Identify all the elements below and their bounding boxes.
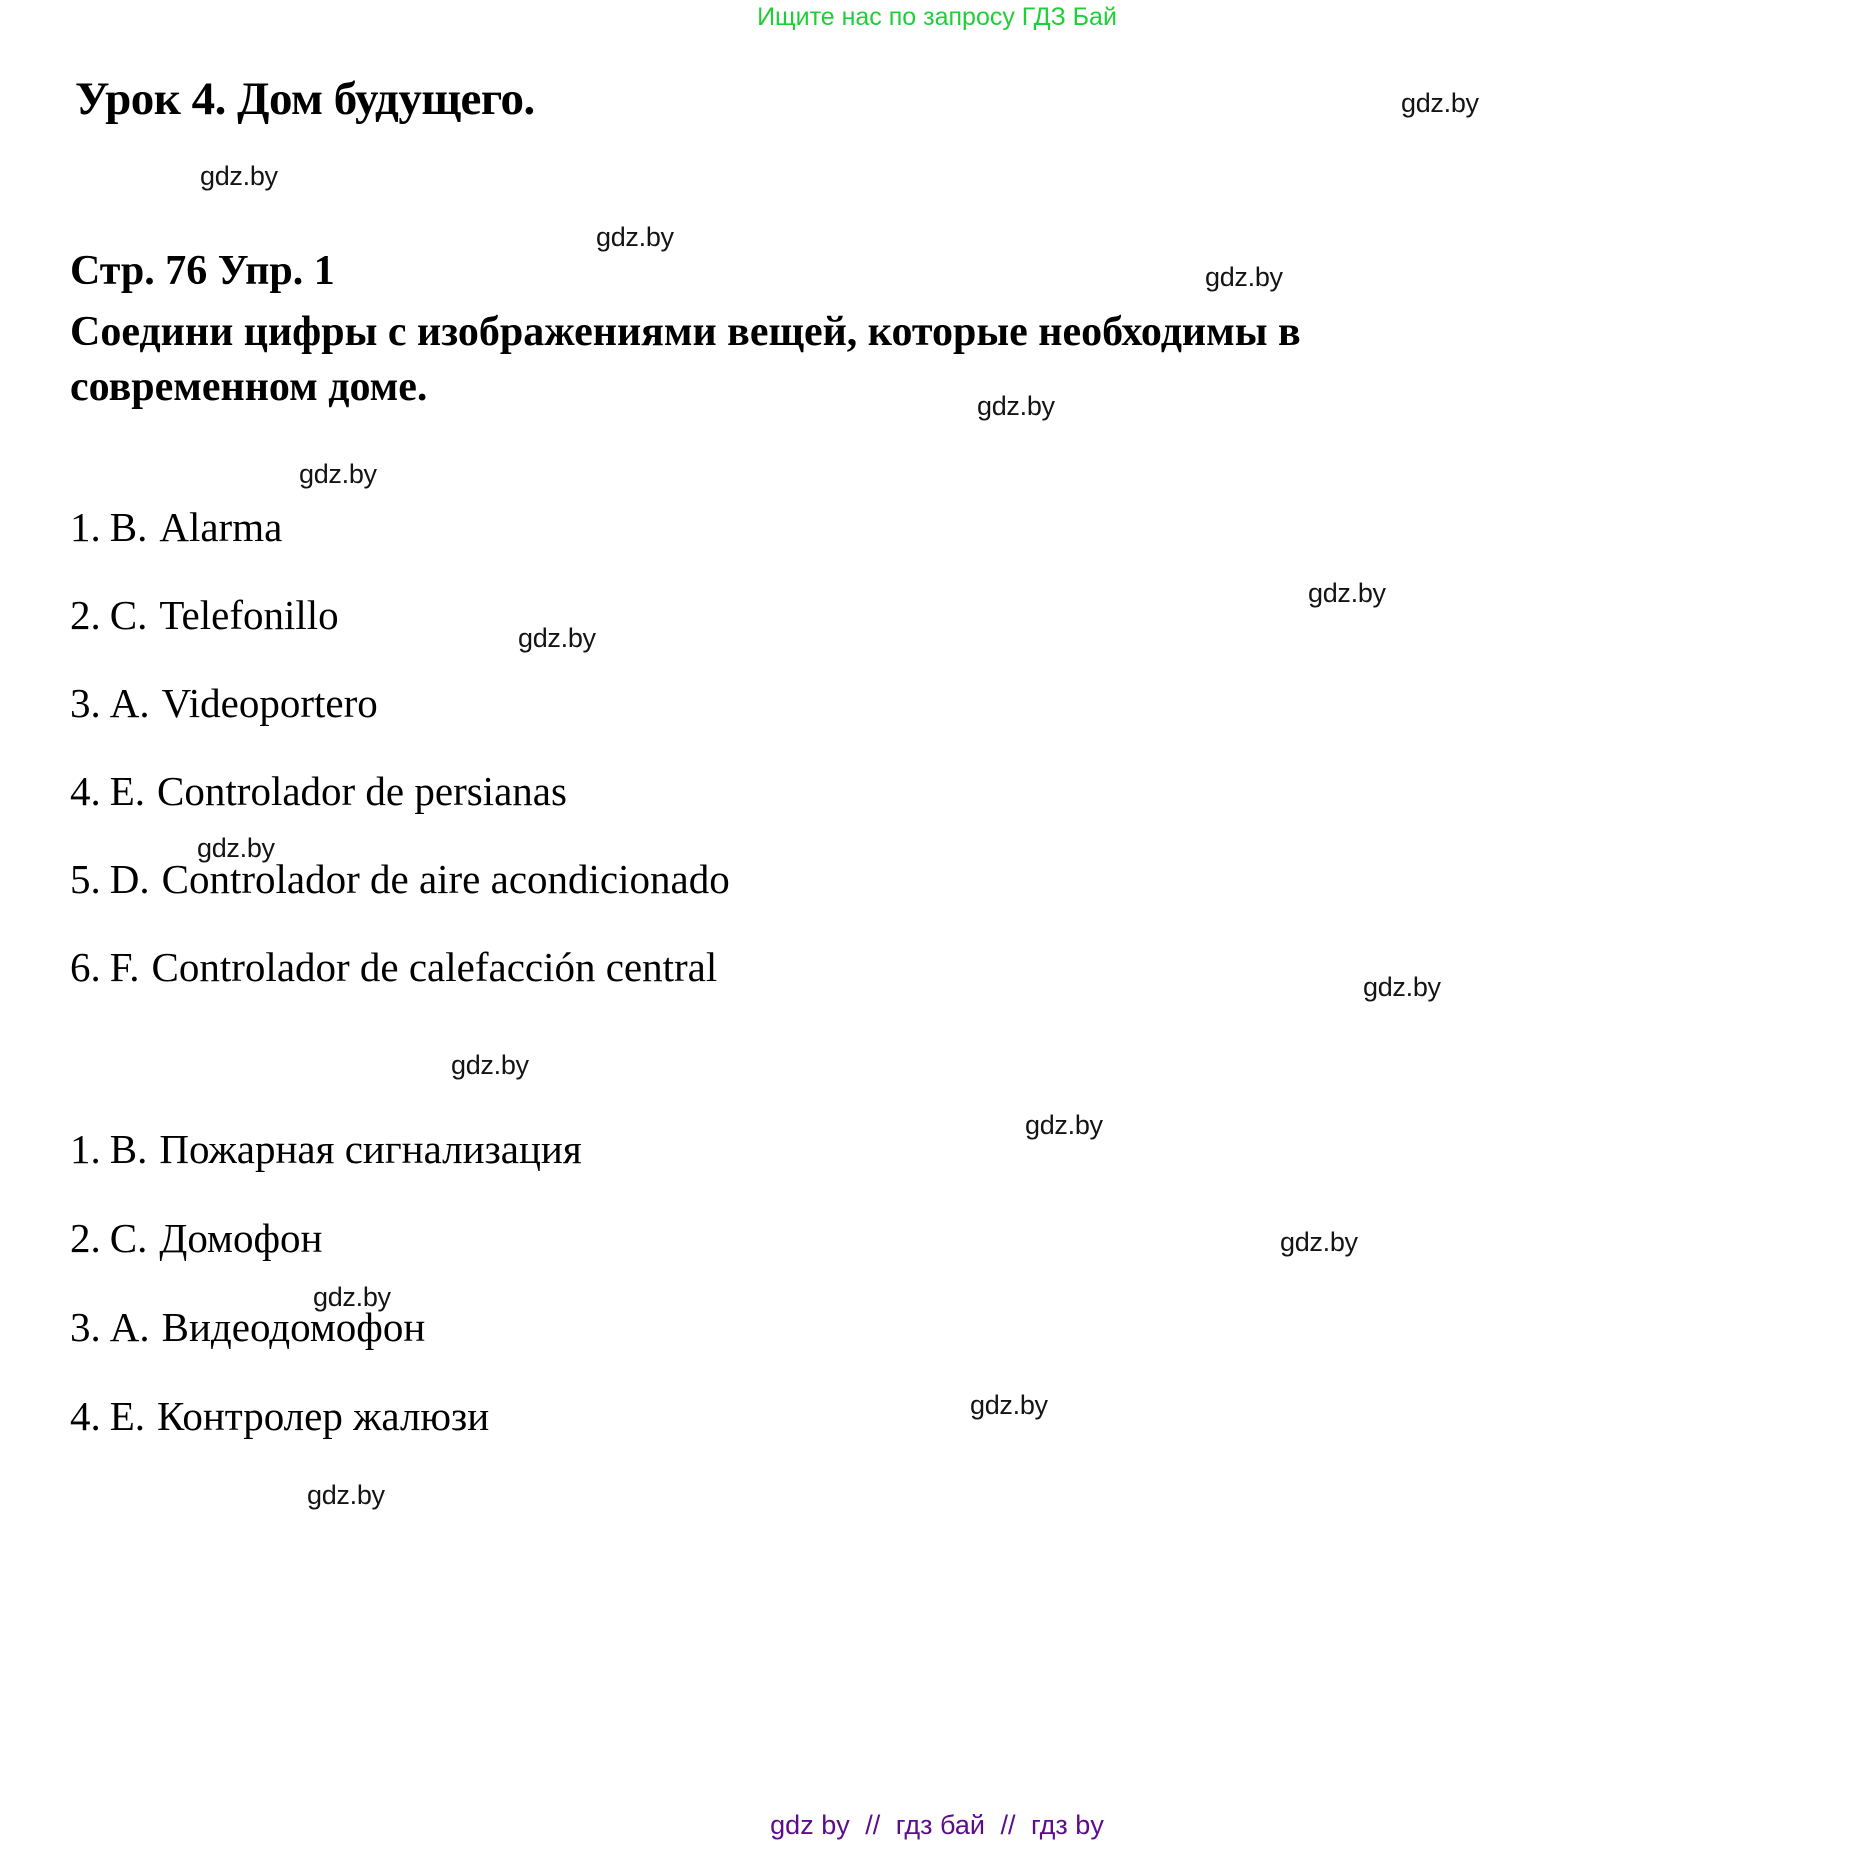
answer-letter: B.: [109, 504, 148, 550]
answer-list-russian: [70, 1126, 1470, 1485]
answer-term: Telefonillo: [159, 592, 339, 638]
footer-right: гдз by: [1031, 1810, 1104, 1840]
watermark: gdz.by: [596, 222, 674, 252]
watermark: gdz.by: [299, 459, 377, 489]
answer-term: Controlador de calefacción central: [151, 944, 718, 990]
answer-letter: B.: [109, 1126, 148, 1172]
watermark: gdz.by: [1363, 972, 1441, 1002]
answer-number: 2.: [70, 592, 101, 638]
answer-term: Alarma: [159, 504, 283, 550]
promo-banner: Ищите нас по запросу ГДЗ Бай: [757, 3, 1117, 31]
watermark: gdz.by: [197, 833, 275, 863]
watermark: gdz.by: [307, 1480, 385, 1510]
answer-row: [70, 1215, 1470, 1307]
answer-row: [70, 1393, 1470, 1485]
answer-term: Controlador de aire acondicionado: [161, 856, 730, 902]
answer-letter: F.: [109, 944, 140, 990]
task-instruction: Соедини цифры с изображениями вещей, которые необходимы в современном доме.: [70, 309, 1301, 411]
answer-list-spanish: [70, 504, 1470, 1035]
answer-number: 4.: [70, 768, 101, 814]
answer-row: [70, 1304, 1470, 1396]
answer-number: 4.: [70, 1393, 101, 1439]
watermark: gdz.by: [1401, 88, 1479, 118]
answer-term: Контролер жалюзи: [157, 1393, 490, 1439]
answer-letter: E.: [109, 768, 146, 814]
answer-term: Videoportero: [161, 680, 378, 726]
footer-middle: гдз бай: [895, 1810, 985, 1840]
watermark: gdz.by: [1025, 1110, 1103, 1140]
answer-number: 3.: [70, 1304, 101, 1350]
answer-number: 1.: [70, 1126, 101, 1172]
answer-term: Домофон: [159, 1215, 323, 1261]
answer-letter: C.: [109, 1215, 148, 1261]
answer-number: 3.: [70, 680, 101, 726]
answer-term: Controlador de persianas: [157, 768, 567, 814]
watermark: gdz.by: [977, 391, 1055, 421]
answer-row: [70, 504, 1470, 595]
watermark: gdz.by: [970, 1390, 1048, 1420]
answer-row: [70, 944, 1470, 1035]
watermark: gdz.by: [200, 161, 278, 191]
answer-row: [70, 768, 1470, 859]
footer-separator-1: //: [865, 1810, 881, 1840]
watermark: gdz.by: [1280, 1227, 1358, 1257]
answer-number: 2.: [70, 1215, 101, 1261]
answer-term: Пожарная сигнализация: [159, 1126, 582, 1172]
lesson-title: Урок 4. Дом будущего.: [75, 73, 535, 125]
answer-number: 6.: [70, 944, 101, 990]
watermark: gdz.by: [451, 1050, 529, 1080]
watermark: gdz.by: [518, 623, 596, 653]
answer-letter: A.: [109, 680, 150, 726]
answer-row: [70, 856, 1470, 947]
footer-left: gdz by: [770, 1810, 850, 1840]
answer-letter: D.: [109, 856, 150, 902]
answer-number: 5.: [70, 856, 101, 902]
watermark: gdz.by: [313, 1282, 391, 1312]
answer-term: Видеодомофон: [161, 1304, 426, 1350]
page-footer: [0, 1810, 1874, 1841]
watermark: gdz.by: [1205, 262, 1283, 292]
answer-number: 1.: [70, 504, 101, 550]
answer-row: [70, 1126, 1470, 1218]
exercise-reference: Стр. 76 Упр. 1: [70, 248, 335, 294]
footer-separator-2: //: [1000, 1810, 1016, 1840]
answer-letter: A.: [109, 1304, 150, 1350]
answer-letter: C.: [109, 592, 148, 638]
watermark: gdz.by: [1308, 578, 1386, 608]
answer-letter: E.: [109, 1393, 146, 1439]
answer-row: [70, 680, 1470, 771]
